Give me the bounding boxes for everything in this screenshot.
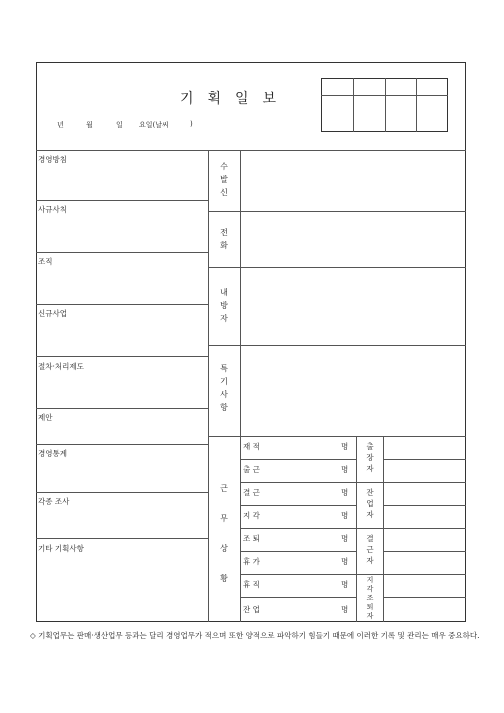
section-label-surveys: 각종 조사 bbox=[38, 497, 70, 506]
attendance-row-line bbox=[240, 551, 356, 552]
section-label-procedures: 절차·처리제도 bbox=[38, 362, 84, 371]
group-label-business-trip: 출장자 bbox=[366, 442, 374, 473]
section-divider bbox=[36, 304, 208, 305]
attendance-row-line bbox=[240, 505, 356, 506]
label-attendance: 근무상황 bbox=[220, 484, 228, 583]
approval-divider bbox=[353, 78, 354, 132]
attendance-row-line bbox=[240, 459, 356, 460]
attendance-row-line bbox=[240, 528, 466, 529]
attendance-unit: 명 bbox=[341, 511, 349, 520]
section-divider bbox=[208, 267, 466, 268]
attendance-unit: 명 bbox=[341, 557, 349, 566]
attendance-label: 잔 업 bbox=[243, 605, 260, 614]
section-divider bbox=[36, 492, 208, 493]
attendance-label: 휴 직 bbox=[243, 580, 260, 589]
label-phone: 전화 bbox=[220, 228, 228, 250]
approval-divider bbox=[385, 78, 386, 132]
entry-line bbox=[383, 551, 466, 552]
entry-line bbox=[383, 505, 466, 506]
attendance-unit: 명 bbox=[341, 488, 349, 497]
section-label-statistics: 경영통계 bbox=[38, 449, 67, 458]
attendance-unit: 명 bbox=[341, 580, 349, 589]
section-divider bbox=[36, 200, 208, 201]
section-label-new-business: 신규사업 bbox=[38, 309, 67, 318]
attendance-unit: 명 bbox=[341, 605, 349, 614]
column-divider bbox=[208, 150, 209, 622]
group-label-absence: 결근자 bbox=[366, 534, 374, 565]
attendance-divider bbox=[356, 436, 357, 622]
attendance-row-line bbox=[240, 574, 466, 575]
section-label-rules: 사규사칙 bbox=[38, 205, 67, 214]
group-label-overtime: 잔업자 bbox=[366, 488, 374, 519]
label-visitor: 내방자 bbox=[220, 288, 228, 323]
section-divider bbox=[36, 252, 208, 253]
attendance-label: 지 각 bbox=[243, 511, 260, 520]
date-year-label: 년 bbox=[57, 121, 64, 129]
section-label-other: 기타 기획사항 bbox=[38, 544, 84, 553]
label-dispatch: 수발신 bbox=[220, 162, 228, 197]
section-label-policy: 경영방침 bbox=[38, 155, 67, 164]
section-label-proposal: 제안 bbox=[38, 413, 53, 422]
group-label-late-early: 지각조퇴자 bbox=[366, 576, 374, 620]
date-month-label: 월 bbox=[86, 121, 93, 129]
date-weekday-label: 요일(날씨 bbox=[139, 121, 169, 129]
entry-line bbox=[383, 459, 466, 460]
section-divider bbox=[208, 436, 466, 437]
attendance-label: 조 퇴 bbox=[243, 534, 260, 543]
section-divider bbox=[36, 538, 208, 539]
attendance-row-line bbox=[240, 597, 356, 598]
section-divider bbox=[36, 356, 208, 357]
attendance-unit: 명 bbox=[341, 534, 349, 543]
attendance-divider bbox=[383, 436, 384, 622]
attendance-row-line bbox=[240, 482, 466, 483]
section-label-organization: 조직 bbox=[38, 257, 53, 266]
approval-divider bbox=[416, 78, 417, 132]
header-divider bbox=[36, 150, 466, 151]
section-divider bbox=[36, 444, 208, 445]
attendance-unit: 명 bbox=[341, 465, 349, 474]
attendance-label: 결 근 bbox=[243, 488, 260, 497]
footnote: ◇ 기획업무는 판매·생산업무 등과는 달리 경영업무가 적으며 또한 양적으로 파악하기 힘들기 때문에 이러한 기록 및 관리는 매우 중요하다. bbox=[30, 631, 480, 640]
attendance-unit: 명 bbox=[341, 442, 349, 451]
page-title: 기획일보 bbox=[179, 91, 291, 107]
attendance-label: 재 적 bbox=[243, 442, 260, 451]
attendance-label: 휴 가 bbox=[243, 557, 260, 566]
entry-line bbox=[383, 597, 466, 598]
label-special: 특기사항 bbox=[220, 364, 228, 412]
section-divider bbox=[208, 345, 466, 346]
date-day-label: 일 bbox=[116, 121, 123, 129]
attendance-label: 출 근 bbox=[243, 465, 260, 474]
section-divider bbox=[208, 211, 466, 212]
date-close-label: ) bbox=[190, 120, 193, 128]
section-divider bbox=[36, 408, 208, 409]
